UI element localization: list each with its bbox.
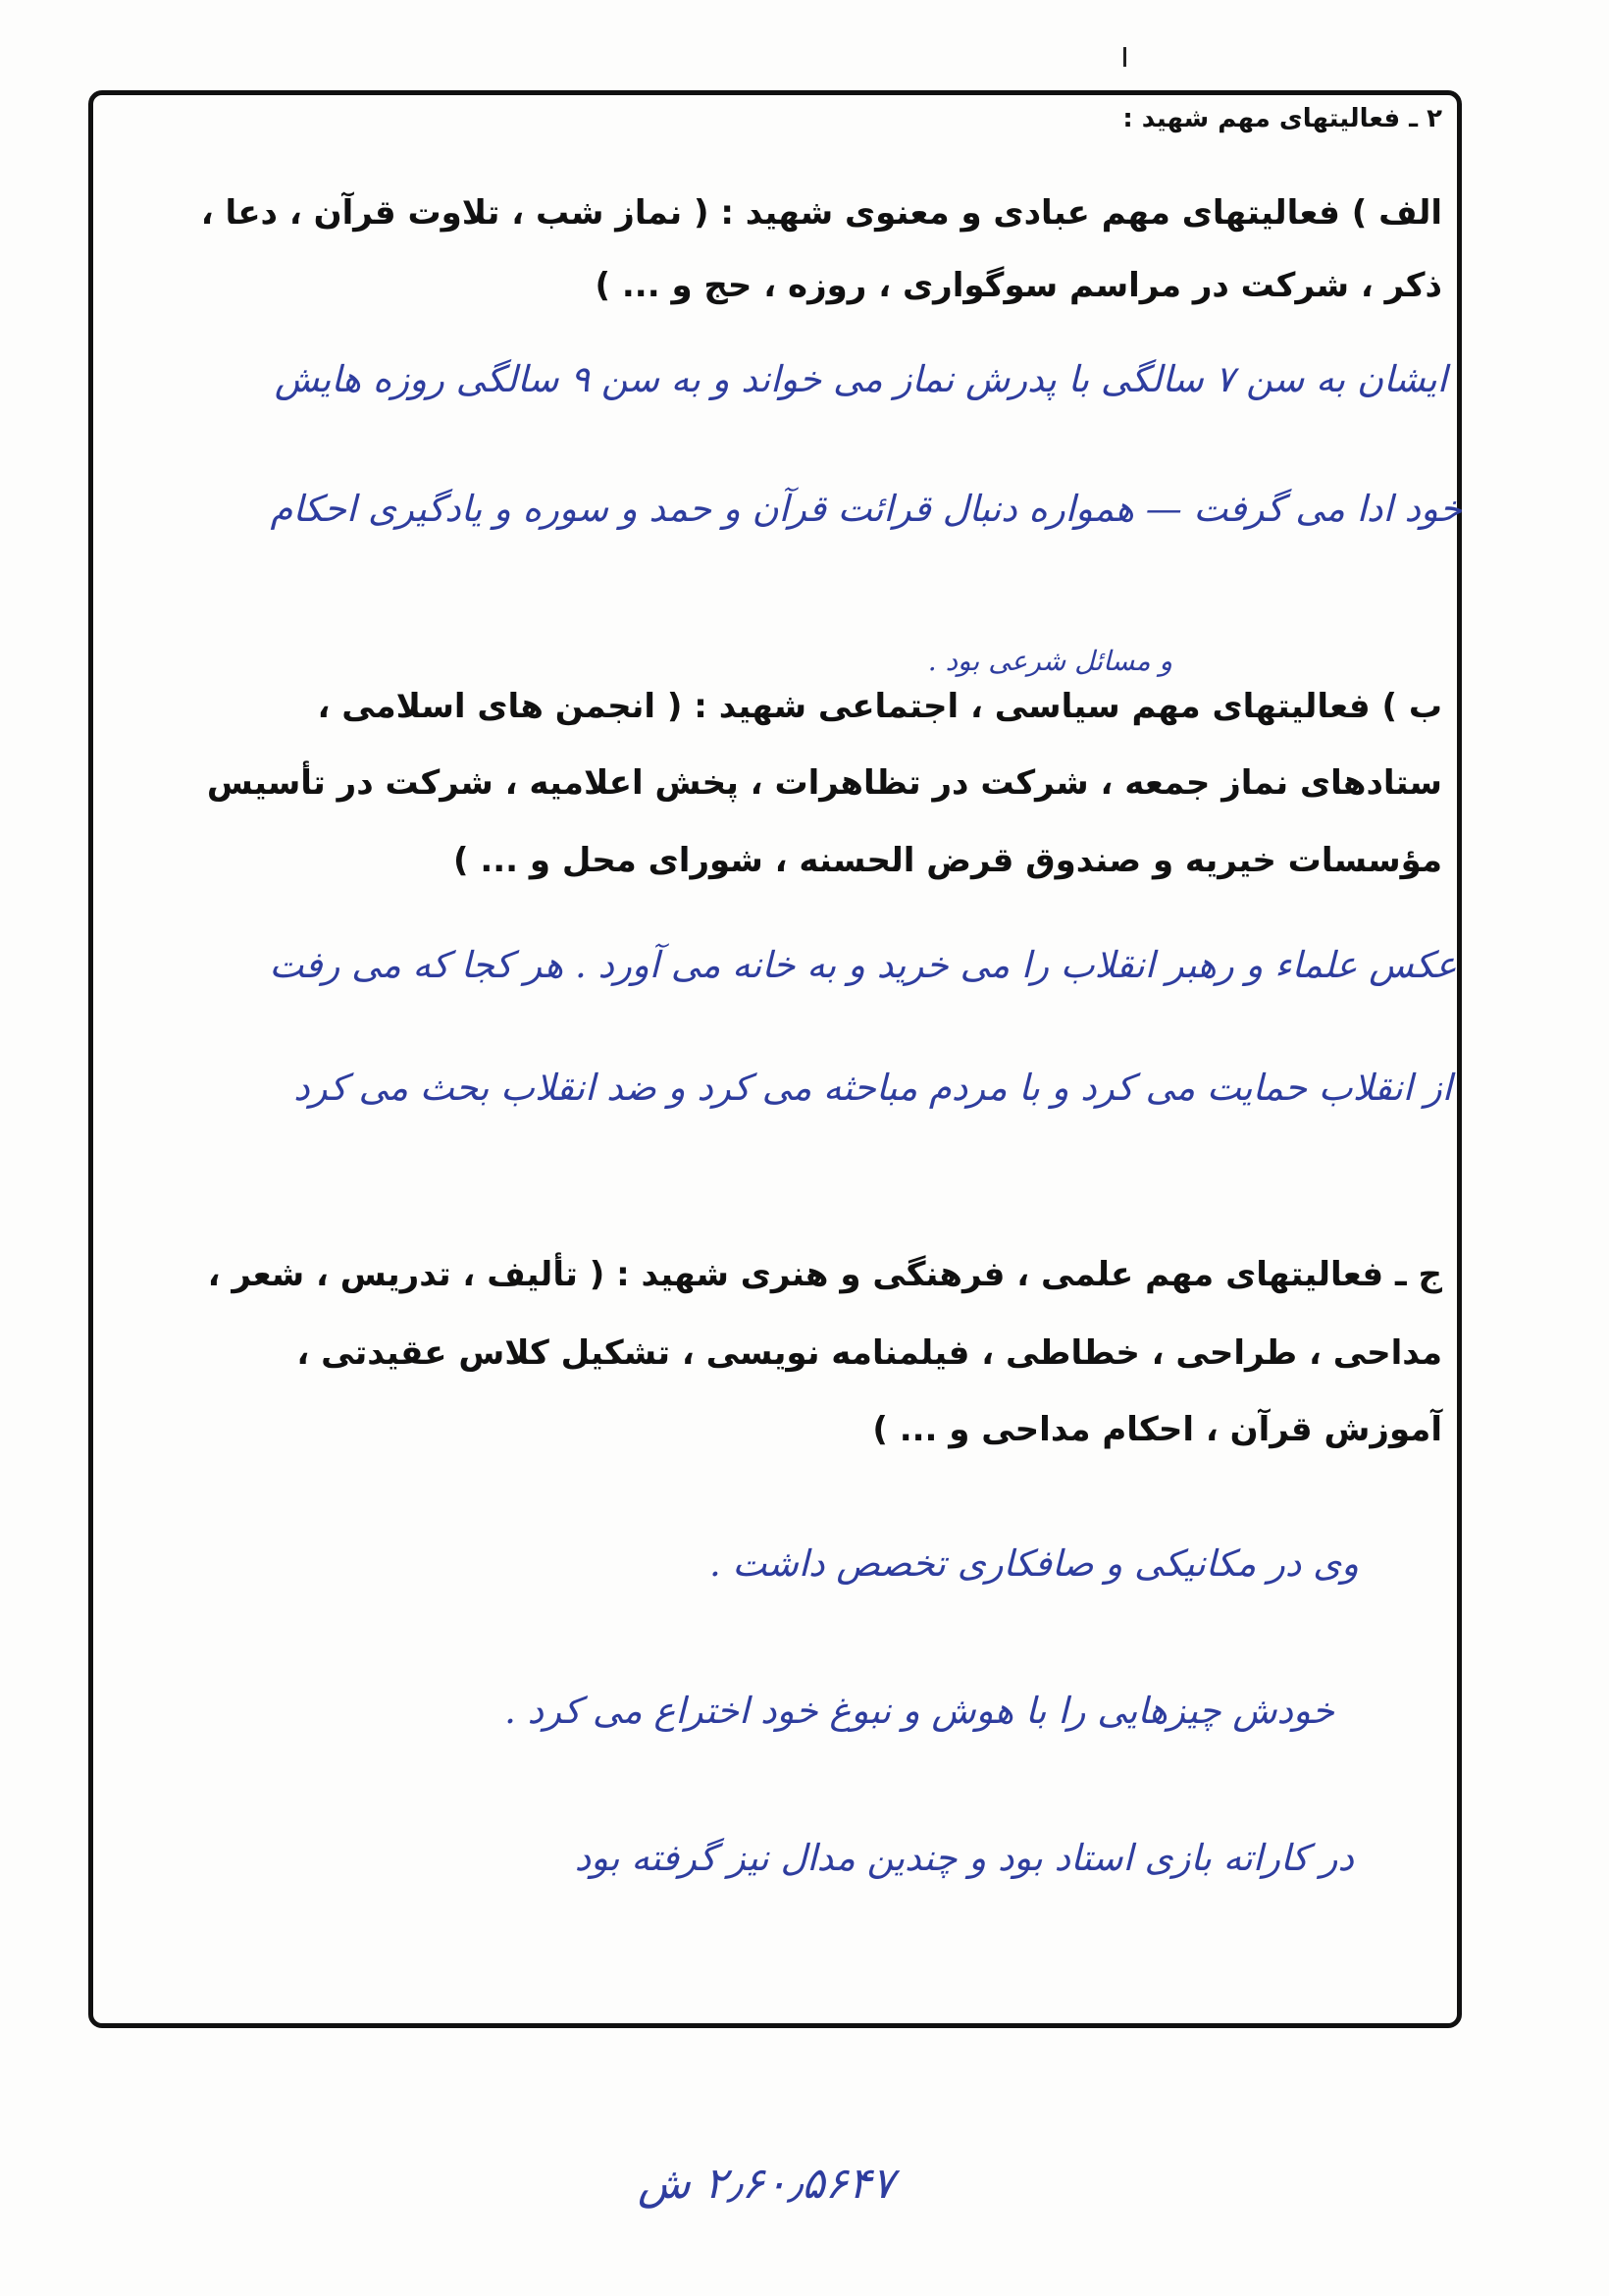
- handwritten-b-line-2: از انقلاب حمایت می کرد و با مردم مباحثه می کرد و ضد انقلاب بحث می کرد: [293, 1067, 1452, 1109]
- section-c-line-1: ج ـ فعالیتهای مهم علمی ، فرهنگی و هنری شهید : ( تألیف ، تدریس ، شعر ،: [207, 1255, 1442, 1294]
- handwritten-a-line-2: خود ادا می گرفت — همواره دنبال قرائت قرآن و حمد و سوره و یادگیری احکام: [270, 488, 1462, 530]
- archive-number: ۲٫۶۰٫۵۶۴۷ ش: [638, 2159, 895, 2209]
- section-c-line-3: آموزش قرآن ، احکام مداحی و ... ): [872, 1410, 1442, 1449]
- section-b-line-3: مؤسسات خیریه و صندوق قرض الحسنه ، شورای محل و ... ): [452, 841, 1442, 880]
- section-b-line-1: ب ) فعالیتهای مهم سیاسی ، اجتماعی شهید : ( انجمن های اسلامی ،: [317, 687, 1442, 726]
- section-b-line-2: ستادهای نماز جمعه ، شرکت در تظاهرات ، پخش اعلامیه ، شرکت در تأسیس: [206, 763, 1442, 803]
- handwritten-b-line-1: عکس علماء و رهبر انقلاب را می خرید و به خانه می آورد . هر کجا که می رفت: [269, 944, 1457, 986]
- section-a-line-1: الف ) فعالیتهای مهم عبادی و معنوی شهید : ( نماز شب ، تلاوت قرآن ، دعا ،: [200, 193, 1442, 233]
- section-title: ۲ ـ فعالیتهای مهم شهید :: [1122, 104, 1442, 133]
- handwritten-c-line-1: وی در مکانیکی و صافکاری تخصص داشت .: [709, 1542, 1359, 1585]
- handwritten-a-line-3: و مسائل شرعی بود .: [927, 645, 1172, 677]
- section-c-line-2: مداحی ، طراحی ، خطاطی ، فیلمنامه نویسی ، تشکیل کلاس عقیدتی ،: [296, 1333, 1442, 1373]
- handwritten-a-line-1: ایشان به سن ۷ سالگی با پدرش نماز می خواند و به سن ۹ سالگی روزه هایش: [274, 358, 1447, 400]
- handwritten-c-line-3: در کاراته بازی استاد بود و چندین مدال نیز گرفته بود: [574, 1837, 1354, 1879]
- section-a-line-2: ذکر ، شرکت در مراسم سوگواری ، روزه ، حج و ... ): [595, 266, 1442, 305]
- scan-mark: [1123, 47, 1126, 67]
- handwritten-c-line-2: خودش چیزهایی را با هوش و نبوغ خود اختراع می کرد .: [504, 1690, 1334, 1732]
